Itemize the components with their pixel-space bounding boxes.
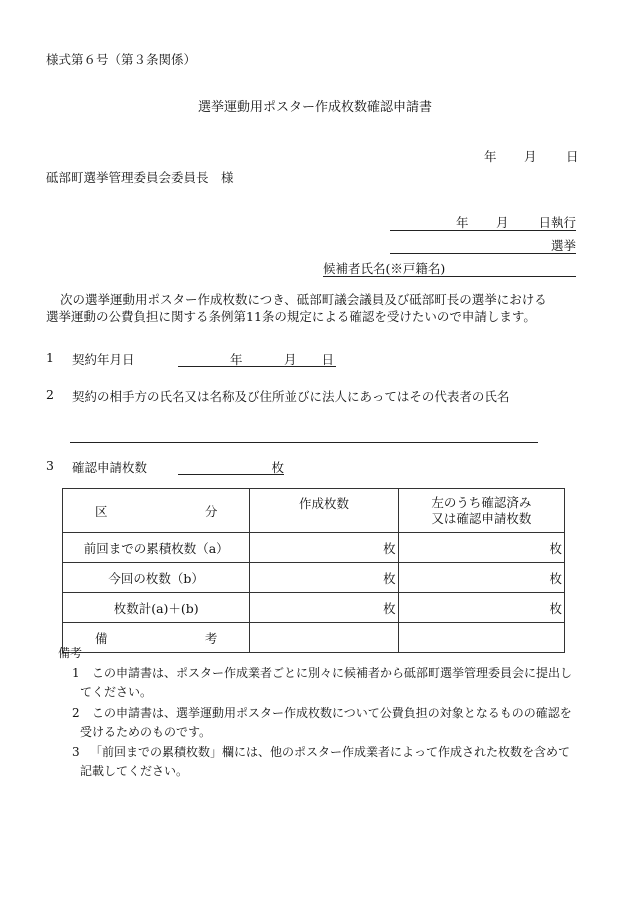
election-name-line[interactable] bbox=[390, 236, 576, 254]
note1-line-1: この申請書は、ポスター作成業者ごとに別々に候補者から砥部町選挙管理委員会に提出し bbox=[92, 666, 573, 680]
contract-date-field[interactable] bbox=[178, 350, 336, 367]
note3-line-1: 「前回までの累積枚数」欄には、他のポスター作成業者によって作成された枚数を含めて bbox=[90, 745, 571, 759]
form-title: 選挙運動用ポスター作成枚数確認申請書 bbox=[197, 100, 432, 115]
election-month-label: 月 bbox=[496, 215, 509, 230]
note2-line-1: この申請書は、選挙運動用ポスター作成枚数について公費負担の対象となるものの確認を bbox=[92, 706, 572, 720]
created-count-cell[interactable]: 枚 bbox=[250, 563, 398, 593]
contract-day-label: 日 bbox=[321, 352, 334, 367]
form-number: 様式第６号（第３条関係） bbox=[46, 52, 197, 67]
item2-label: 契約の相手方の氏名又は名称及び住所並びに法人にあってはその代表者の氏名 bbox=[72, 389, 510, 404]
note1-line-2: てください。 bbox=[80, 685, 153, 699]
item1-number: 1 bbox=[46, 350, 54, 365]
header-confirmed-line-1: 左のうち確認済み bbox=[431, 494, 532, 510]
intro-line-1: 次の選挙運動用ポスター作成枚数につき、砥部町議会議員及び砥部町長の選挙における bbox=[60, 292, 547, 307]
note3-number: 3 bbox=[72, 745, 80, 759]
note2-number: 2 bbox=[72, 706, 80, 720]
contractor-field[interactable] bbox=[70, 428, 538, 443]
header-created-count: 作成枚数 bbox=[250, 489, 398, 533]
item1-label: 契約年月日 bbox=[72, 352, 135, 367]
remarks-label bbox=[63, 623, 250, 653]
intro-line-2: 選挙運動の公費負担に関する条例第11条の規定による確認を受けたいので申請します。 bbox=[46, 309, 536, 324]
note2-line-2: 受けるためのものです。 bbox=[80, 725, 212, 739]
remarks-label-a: 備 bbox=[95, 630, 108, 646]
table-row bbox=[63, 593, 565, 623]
contract-year-label: 年 bbox=[230, 352, 243, 367]
date-day-label: 日 bbox=[566, 149, 579, 164]
remarks-label-b: 考 bbox=[204, 630, 218, 646]
note3-line-2: 記載してください。 bbox=[80, 764, 189, 778]
created-count-cell[interactable]: 枚 bbox=[250, 533, 398, 563]
row-label: 前回までの累積枚数（a） bbox=[63, 533, 250, 563]
remarks-cell[interactable] bbox=[398, 623, 564, 653]
confirmed-count-cell[interactable]: 枚 bbox=[398, 533, 564, 563]
table-row-remarks bbox=[63, 623, 565, 653]
note1-number: 1 bbox=[72, 666, 80, 680]
election-year-label: 年 bbox=[456, 215, 469, 230]
count-table bbox=[62, 488, 565, 653]
created-count-cell[interactable]: 枚 bbox=[250, 593, 398, 623]
header-category-a: 区 bbox=[95, 503, 108, 519]
date-month-label: 月 bbox=[524, 149, 537, 164]
table-row bbox=[63, 533, 565, 563]
requested-count-field[interactable] bbox=[178, 458, 284, 475]
election-date-line[interactable] bbox=[390, 213, 576, 231]
header-confirmed-line-2: 又は確認申請枚数 bbox=[431, 510, 532, 526]
table-header-row bbox=[63, 489, 565, 533]
election-day-label: 日執行 bbox=[538, 215, 576, 230]
item3-label: 確認申請枚数 bbox=[72, 460, 148, 475]
requested-count-unit: 枚 bbox=[271, 460, 284, 475]
table-row bbox=[63, 563, 565, 593]
item2-number: 2 bbox=[46, 387, 54, 402]
row-label: 今回の枚数（b） bbox=[63, 563, 250, 593]
header-confirmed-count bbox=[398, 489, 564, 533]
addressee: 砥部町選挙管理委員会委員長 様 bbox=[46, 170, 234, 185]
row-label: 枚数計(a)＋(b) bbox=[63, 593, 250, 623]
notes-heading: 備考 bbox=[58, 646, 83, 660]
confirmed-count-cell[interactable]: 枚 bbox=[398, 593, 564, 623]
confirmed-count-cell[interactable]: 枚 bbox=[398, 563, 564, 593]
election-label: 選挙 bbox=[550, 238, 576, 253]
item3-number: 3 bbox=[46, 458, 54, 473]
date-year-label: 年 bbox=[484, 149, 497, 164]
remarks-cell[interactable] bbox=[250, 623, 398, 653]
header-category-b: 分 bbox=[204, 503, 218, 519]
header-category bbox=[63, 489, 250, 533]
contract-month-label: 月 bbox=[284, 352, 297, 367]
candidate-label: 候補者氏名(※戸籍名) bbox=[323, 261, 446, 276]
candidate-name-line[interactable] bbox=[323, 259, 576, 277]
